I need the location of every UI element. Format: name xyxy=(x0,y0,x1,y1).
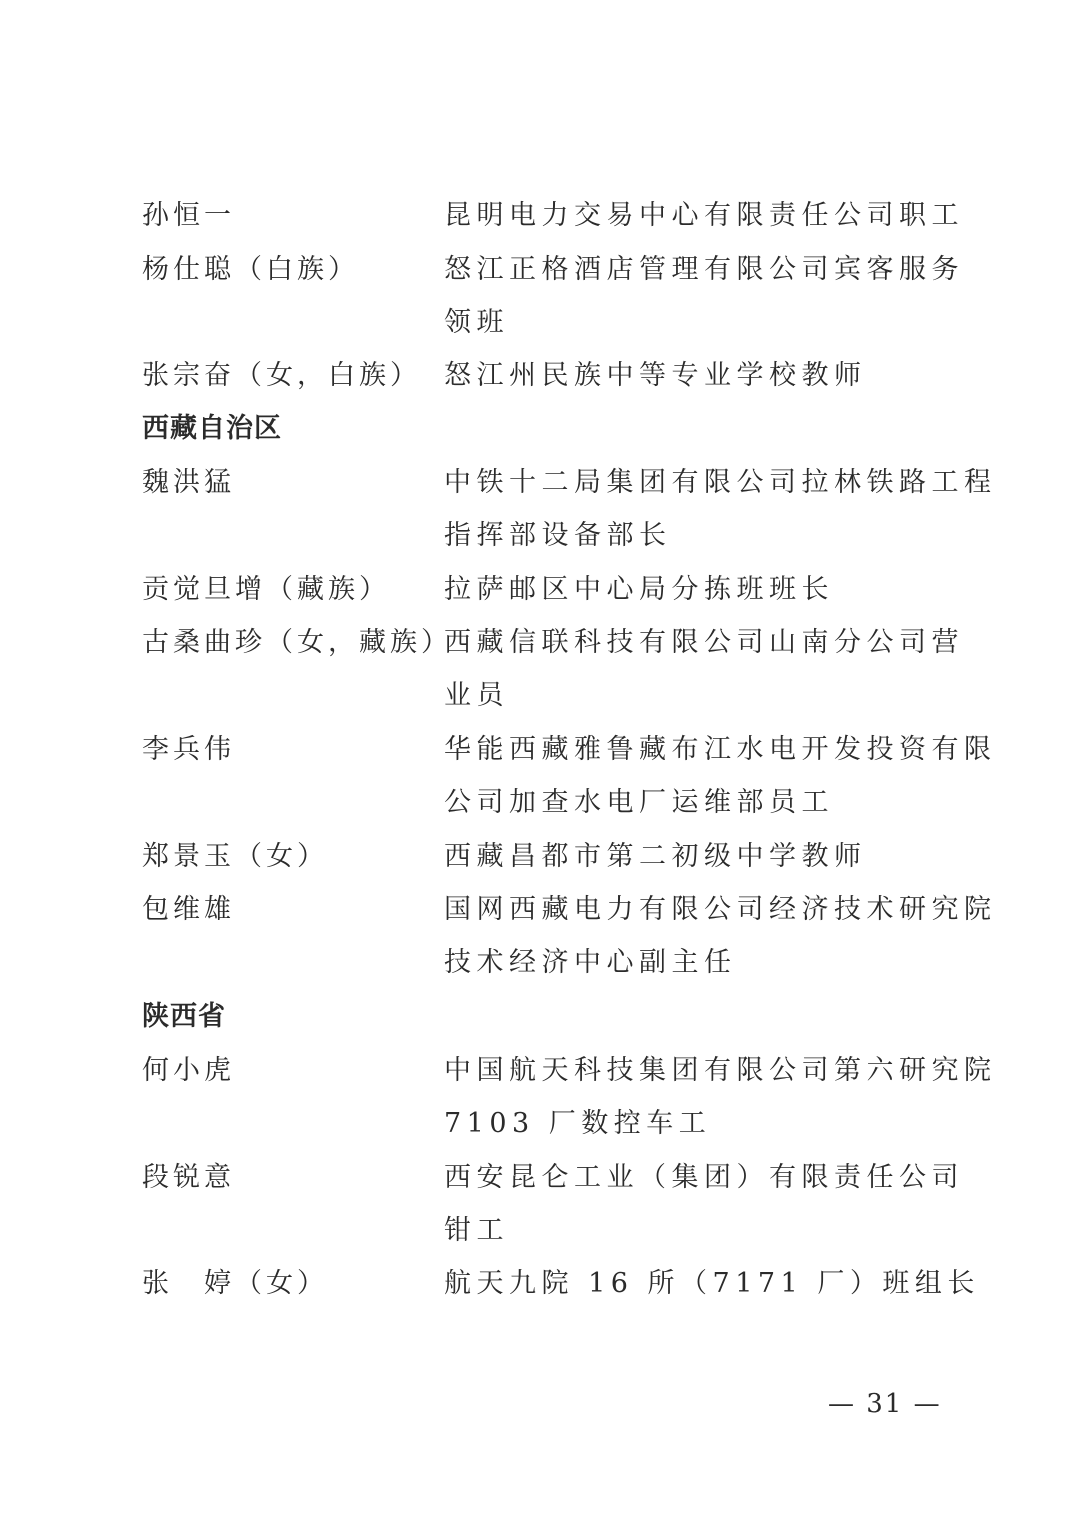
person-organization xyxy=(444,254,964,360)
person-name: 古桑曲珍（女，藏族） xyxy=(142,627,452,658)
person-organization xyxy=(444,574,944,627)
organization-line: 西安昆仑工业（集团）有限责任公司 xyxy=(444,1162,964,1193)
person-name: 张 婷（女） xyxy=(142,1268,328,1299)
organization-line: 中铁十二局集团有限公司拉林铁路工程 xyxy=(444,467,997,498)
person-organization xyxy=(444,1055,997,1161)
organization-line: 怒江正格酒店管理有限公司宾客服务 xyxy=(444,254,964,285)
organization-line: 昆明电力交易中心有限责任公司职工 xyxy=(444,200,964,231)
organization-line: 技术经济中心副主任 xyxy=(444,947,737,978)
organization-line: 国网西藏电力有限公司经济技术研究院 xyxy=(444,894,997,925)
organization-line: 西藏信联科技有限公司山南分公司营 xyxy=(444,627,964,658)
region-heading: 陕西省 xyxy=(142,1001,226,1032)
person-name: 段锐意 xyxy=(142,1162,235,1193)
person-organization xyxy=(444,467,997,573)
person-name: 郑景玉（女） xyxy=(142,841,328,872)
person-name: 魏洪猛 xyxy=(142,467,235,498)
region-heading: 西藏自治区 xyxy=(142,413,282,444)
organization-line: 领班 xyxy=(444,307,509,338)
organization-line: 西藏昌都市第二初级中学教师 xyxy=(444,841,867,872)
person-organization xyxy=(444,734,997,840)
person-organization xyxy=(444,360,944,413)
person-name: 李兵伟 xyxy=(142,734,235,765)
person-name: 何小虎 xyxy=(142,1055,235,1086)
person-organization xyxy=(444,627,964,733)
organization-line: 7103 厂数控车工 xyxy=(444,1108,712,1139)
organization-line: 拉萨邮区中心局分拣班班长 xyxy=(444,574,834,605)
person-organization xyxy=(444,1162,964,1268)
organization-line: 指挥部设备部长 xyxy=(444,520,672,551)
person-organization xyxy=(444,894,997,1000)
person-name: 贡觉旦增（藏族） xyxy=(142,574,390,605)
organization-line: 业员 xyxy=(444,680,509,711)
organization-line: 钳工 xyxy=(444,1215,509,1246)
person-name: 张宗奋（女，白族） xyxy=(142,360,421,391)
person-organization xyxy=(444,200,964,253)
organization-line: 公司加查水电厂运维部员工 xyxy=(444,787,834,818)
person-organization xyxy=(444,841,944,894)
organization-line: 华能西藏雅鲁藏布江水电开发投资有限 xyxy=(444,734,997,765)
person-name: 孙恒一 xyxy=(142,200,235,231)
person-name: 杨仕聪（白族） xyxy=(142,254,359,285)
organization-line: 怒江州民族中等专业学校教师 xyxy=(444,360,867,391)
person-name: 包维雄 xyxy=(142,894,235,925)
page-number: — 31 — xyxy=(828,1389,942,1419)
person-organization xyxy=(444,1268,980,1321)
organization-line: 中国航天科技集团有限公司第六研究院 xyxy=(444,1055,997,1086)
organization-line: 航天九院 16 所（7171 厂）班组长 xyxy=(444,1268,980,1299)
